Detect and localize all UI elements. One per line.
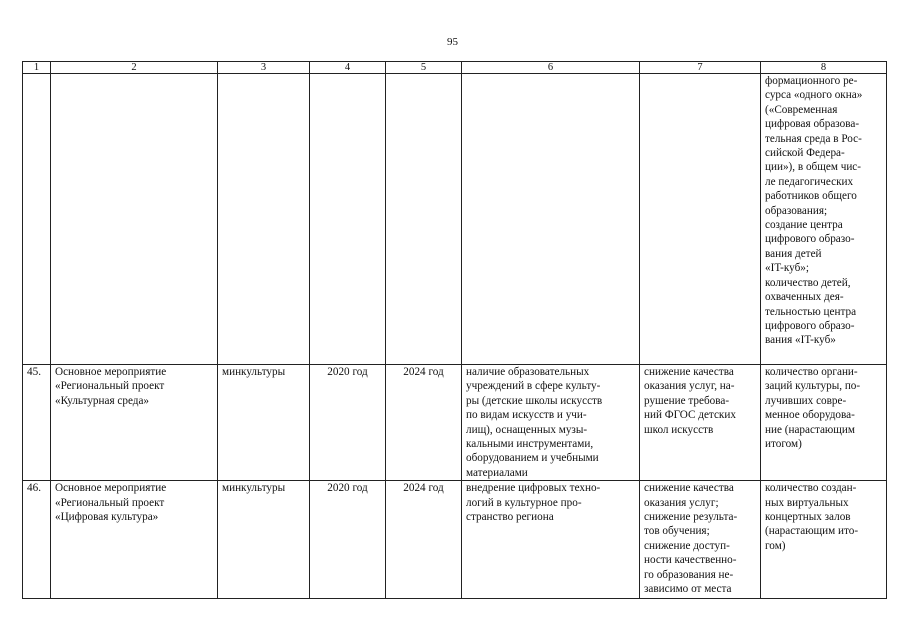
- executor-cell: минкультуры: [218, 481, 310, 599]
- consequences-cell: снижение качества оказания услуг, на- рушение требова- ний ФГОС детских школ искусств: [640, 365, 761, 481]
- empty-cell: [310, 74, 386, 365]
- column-number: 2: [51, 62, 218, 74]
- column-number: 7: [640, 62, 761, 74]
- empty-cell: [51, 74, 218, 365]
- continuation-row: [23, 74, 887, 365]
- consequences-cell: снижение качества оказания услуг; снижение результа- тов обучения; снижение доступ- ности качественно- го образования не- зависимо от места: [640, 481, 761, 599]
- column-number-row: [23, 62, 887, 74]
- column-number: 5: [386, 62, 462, 74]
- end-year-cell: 2024 год: [386, 365, 462, 481]
- event-cell: Основное мероприятие «Региональный проект «Культурная среда»: [51, 365, 218, 481]
- indicator-cell: формационного ре- сурса «одного окна» («Современная цифровая образова- тельная среда в Рос- сийской Федера- ции»), в общем чис- ле педагогических работников общего образования; создание центра цифрового образо- вания детей «IT-куб»; количество детей, охваченных дея- тельностью центра цифрового образо- вания «IT-куб»: [761, 74, 887, 365]
- table-row: [23, 365, 887, 481]
- start-year-cell: 2020 год: [310, 481, 386, 599]
- column-number: 3: [218, 62, 310, 74]
- executor-cell: минкультуры: [218, 365, 310, 481]
- result-cell: наличие образовательных учреждений в сфере культу- ры (детские школы искусств по видам искусств и учи- лищ), оснащенных музы- кальными инструментами, оборудованием и учебными материалами: [462, 365, 640, 481]
- event-cell: Основное мероприятие «Региональный проект «Цифровая культура»: [51, 481, 218, 599]
- indicator-cell: количество создан- ных виртуальных концертных залов (нарастающим ито- гом): [761, 481, 887, 599]
- program-table: [22, 61, 887, 599]
- end-year-cell: 2024 год: [386, 481, 462, 599]
- empty-cell: [386, 74, 462, 365]
- result-cell: внедрение цифровых техно- логий в культурное про- странство региона: [462, 481, 640, 599]
- table-row: [23, 481, 887, 599]
- empty-cell: [218, 74, 310, 365]
- indicator-cell: количество органи- заций культуры, по- лучивших совре- менное оборудова- ние (нарастающим итогом): [761, 365, 887, 481]
- empty-cell: [462, 74, 640, 365]
- row-number: 46.: [23, 481, 51, 599]
- start-year-cell: 2020 год: [310, 365, 386, 481]
- column-number: 1: [23, 62, 51, 74]
- empty-cell: [640, 74, 761, 365]
- column-number: 8: [761, 62, 887, 74]
- column-number: 6: [462, 62, 640, 74]
- column-number: 4: [310, 62, 386, 74]
- empty-cell: [23, 74, 51, 365]
- row-number: 45.: [23, 365, 51, 481]
- page-number: 95: [447, 36, 458, 48]
